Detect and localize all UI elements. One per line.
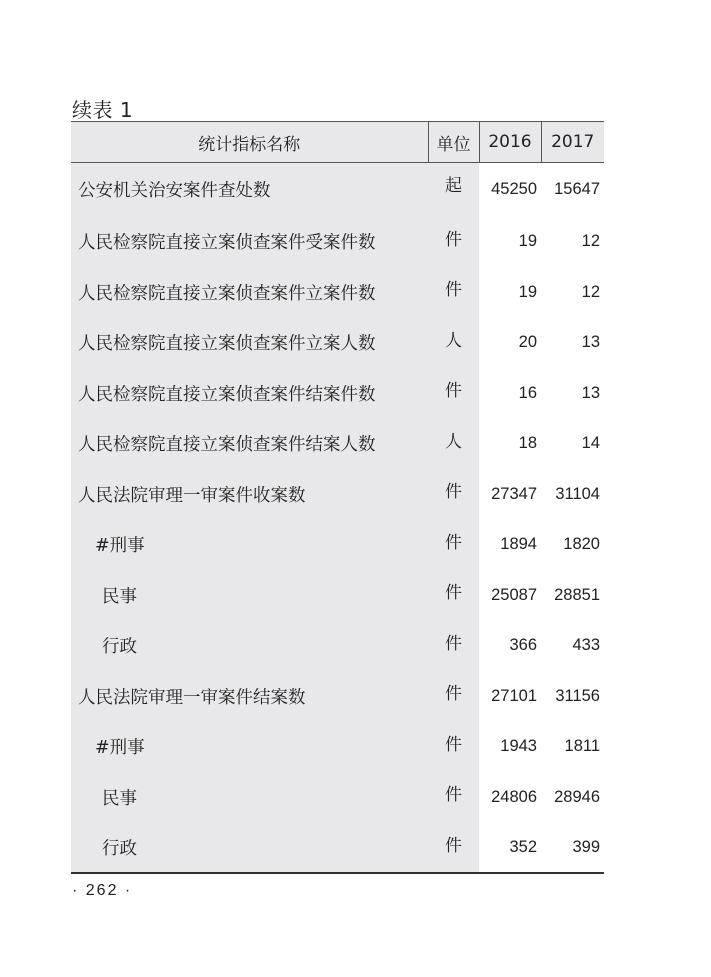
indicator-name-cell: 人民检察院直接立案侦查案件结案人数 (71, 419, 428, 470)
value-2017-cell: 433 (541, 621, 604, 672)
indicator-name-cell: 人民法院审理一审案件收案数 (71, 469, 428, 520)
header-year-2017: 2017 (541, 122, 604, 163)
indicator-name-cell: #刑事 (71, 520, 428, 571)
unit-cell: 件 (428, 520, 479, 571)
indicator-name-cell: 行政 (71, 823, 428, 874)
table-row (71, 570, 604, 621)
value-2016-cell: 1943 (479, 722, 541, 773)
table-row (71, 419, 604, 470)
table-row (71, 722, 604, 773)
indicator-name-cell: 人民检察院直接立案侦查案件立案人数 (71, 318, 428, 369)
unit-cell: 件 (428, 823, 479, 874)
table-row (71, 217, 604, 268)
indicator-name-cell: 人民检察院直接立案侦查案件受案件数 (71, 217, 428, 268)
unit-cell: 件 (428, 671, 479, 722)
value-2017-cell: 15647 (541, 163, 604, 217)
table-row (71, 267, 604, 318)
table-row (71, 621, 604, 672)
value-2016-cell: 366 (479, 621, 541, 672)
value-2017-cell: 28851 (541, 570, 604, 621)
table-row (71, 368, 604, 419)
indicator-name-cell: 人民法院审理一审案件结案数 (71, 671, 428, 722)
unit-cell: 件 (428, 217, 479, 268)
value-2016-cell: 20 (479, 318, 541, 369)
unit-cell: 件 (428, 772, 479, 823)
table-caption: 续表 1 (72, 98, 134, 122)
value-2016-cell: 45250 (479, 163, 541, 217)
value-2016-cell: 19 (479, 217, 541, 268)
value-2017-cell: 12 (541, 267, 604, 318)
value-2016-cell: 19 (479, 267, 541, 318)
value-2016-cell: 18 (479, 419, 541, 470)
table-row (71, 469, 604, 520)
page-number: · 262 · (72, 882, 133, 899)
value-2017-cell: 12 (541, 217, 604, 268)
table-row (71, 671, 604, 722)
header-unit: 单位 (428, 122, 479, 163)
indicator-name-cell: 民事 (71, 772, 428, 823)
indicator-name-cell: #刑事 (71, 722, 428, 773)
table-body (71, 163, 604, 874)
indicator-name-cell: 人民检察院直接立案侦查案件结案件数 (71, 368, 428, 419)
unit-cell: 人 (428, 318, 479, 369)
statistics-table (71, 121, 604, 874)
value-2017-cell: 13 (541, 368, 604, 419)
table-row (71, 318, 604, 369)
unit-cell: 起 (428, 163, 479, 217)
value-2017-cell: 1820 (541, 520, 604, 571)
value-2017-cell: 28946 (541, 772, 604, 823)
value-2016-cell: 24806 (479, 772, 541, 823)
value-2017-cell: 1811 (541, 722, 604, 773)
value-2016-cell: 1894 (479, 520, 541, 571)
unit-cell: 件 (428, 267, 479, 318)
indicator-name-cell: 行政 (71, 621, 428, 672)
value-2016-cell: 27347 (479, 469, 541, 520)
value-2017-cell: 31104 (541, 469, 604, 520)
value-2017-cell: 31156 (541, 671, 604, 722)
table-row (71, 823, 604, 874)
unit-cell: 件 (428, 469, 479, 520)
value-2017-cell: 399 (541, 823, 604, 874)
unit-cell: 件 (428, 570, 479, 621)
indicator-name-cell: 人民检察院直接立案侦查案件立案件数 (71, 267, 428, 318)
table-header-row (71, 122, 604, 163)
table-row (71, 520, 604, 571)
value-2017-cell: 14 (541, 419, 604, 470)
value-2016-cell: 27101 (479, 671, 541, 722)
header-indicator-name: 统计指标名称 (71, 122, 428, 163)
value-2017-cell: 13 (541, 318, 604, 369)
table-row (71, 772, 604, 823)
unit-cell: 件 (428, 621, 479, 672)
indicator-name-cell: 公安机关治安案件查处数 (71, 163, 428, 217)
unit-cell: 人 (428, 419, 479, 470)
indicator-name-cell: 民事 (71, 570, 428, 621)
table-row (71, 163, 604, 217)
value-2016-cell: 16 (479, 368, 541, 419)
unit-cell: 件 (428, 722, 479, 773)
header-year-2016: 2016 (479, 122, 541, 163)
unit-cell: 件 (428, 368, 479, 419)
value-2016-cell: 352 (479, 823, 541, 874)
statistics-table-container (71, 121, 604, 874)
value-2016-cell: 25087 (479, 570, 541, 621)
